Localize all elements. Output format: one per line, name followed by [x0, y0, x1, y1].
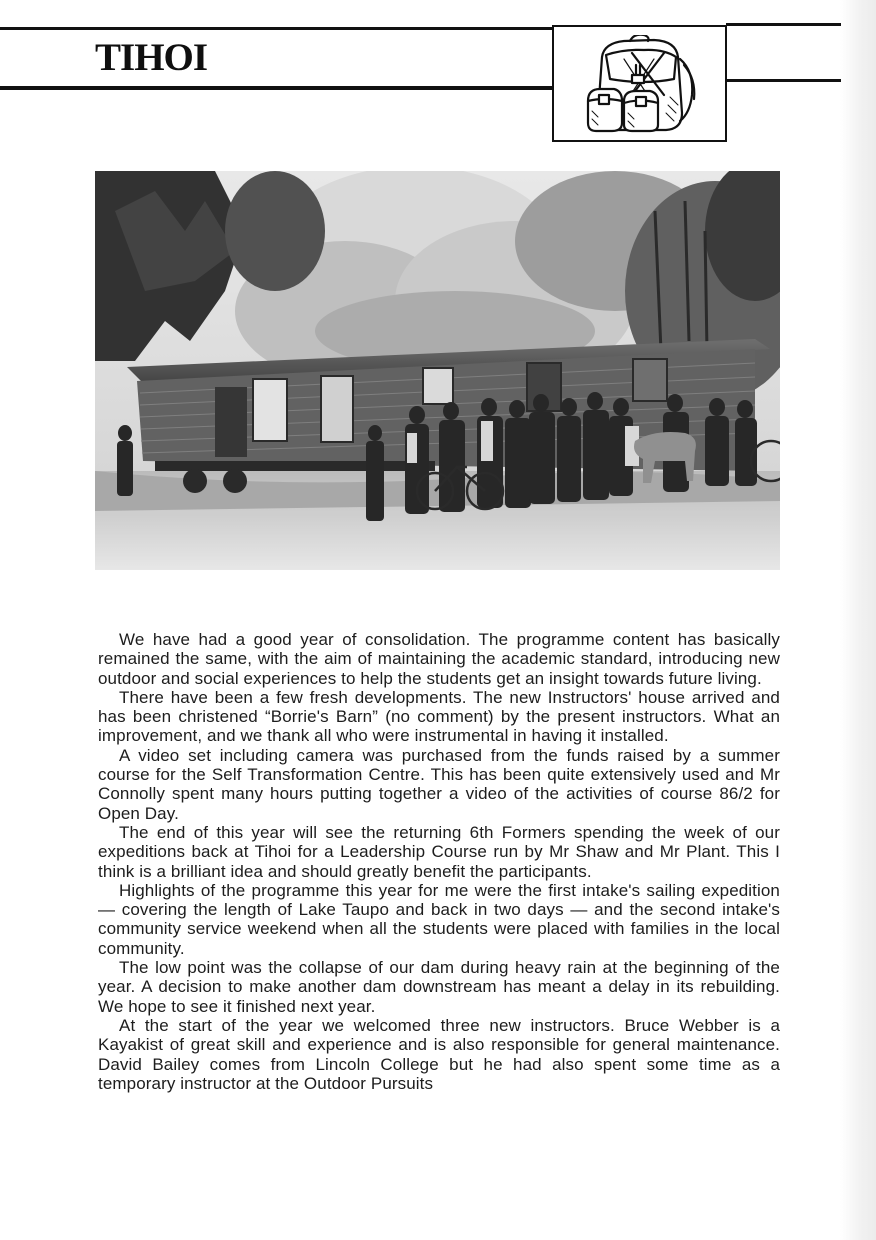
paragraph: We have had a good year of consolidation. The programme content has basically remained the same, with the aim of maintaining the academic standard, introducing new outdoor and social experiences to help the students get an insight towards future living.	[98, 630, 780, 688]
section-title: TIHOI	[95, 36, 208, 79]
paragraph: Highlights of the programme this year for me were the first intake's sailing expedition — covering the length of Lake Taupo and back in two days — and the second intake's community service weekend when all the students were placed with families in the local community.	[98, 880, 780, 958]
paragraph: The low point was the collapse of our dam during heavy rain at the beginning of the year. A decision to make another dam downstream has meant a delay in its rebuilding. We hope to see it finished next year.	[98, 958, 780, 1016]
header-rule-top	[0, 27, 553, 30]
article-body	[98, 630, 780, 1093]
header-rule-bottom-right	[726, 79, 841, 82]
header-icon-box	[552, 25, 727, 142]
page-edge-shadow	[840, 0, 876, 1240]
header-rule-top-right	[726, 23, 841, 26]
photo-students-at-instructors-house	[95, 171, 780, 570]
header-rule-bottom	[0, 86, 553, 90]
paragraph: At the start of the year we welcomed three new instructors. Bruce Webber is a Kayakist of great skill and experience and is also responsible for general maintenance. David Bailey comes from Lincoln College but he had also spent some time as a temporary instructor at the Outdoor Pursuits	[98, 1015, 780, 1093]
paragraph: The end of this year will see the returning 6th Formers spending the week of our expeditions back at Tihoi for a Leadership Course run by Mr Shaw and Mr Plant. This I think is a brilliant idea and should greatly benefit the participants.	[98, 822, 780, 881]
paragraph: There have been a few fresh developments. The new Instructors' house arrived and has been christened “Borrie's Barn” (no comment) by the present instructors. What an improvement, and we thank all who were instrumental in having it installed.	[98, 687, 780, 746]
paragraph: A video set including camera was purchased from the funds raised by a summer course for the Self Transformation Centre. This has been quite extensively used and Mr Connolly spent many hours putting together a video of the activities of course 86/2 for Open Day.	[98, 745, 780, 823]
backpack-icon	[584, 35, 700, 135]
